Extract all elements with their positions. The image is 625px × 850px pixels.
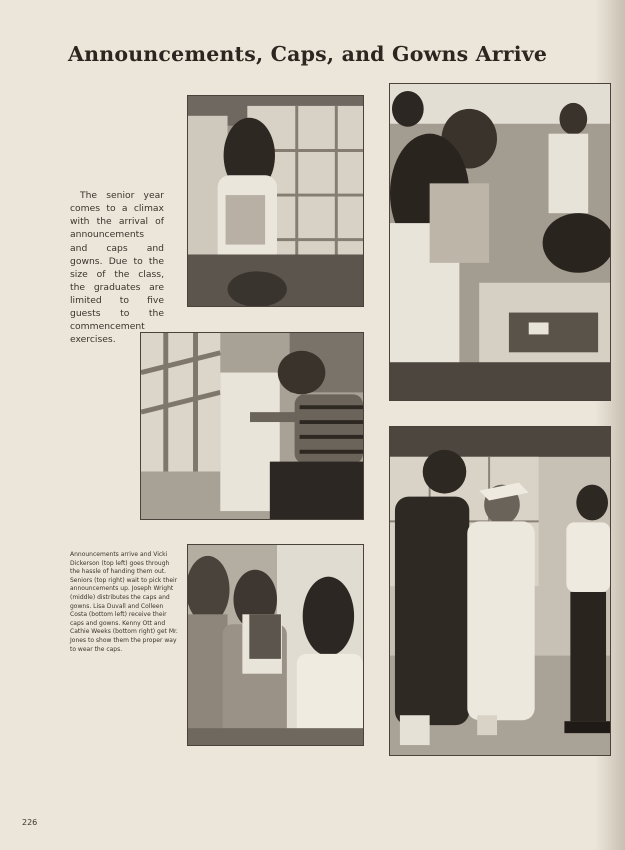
page-title: Announcements, Caps, and Gowns Arrive — [68, 42, 548, 66]
page-number: 226 — [22, 818, 38, 827]
photo-bottom-right — [389, 426, 611, 756]
photo-top-right — [389, 83, 611, 401]
photo-bottom-left — [187, 544, 364, 746]
photo-top-left — [187, 95, 364, 307]
photo-caption: Announcements arrive and Vicki Dickerson (top left) goes through the hassle of handing them out. Seniors (top right) wait to pick their announcements up. Joseph Wright (middle) distributes the caps and gowns. Lisa Duvall and Colleen Costa (bottom left) receive their caps and gowns. Kenny Ott and Cathie Weeks (bottom right) get Mr. Jones to show them the proper way to wear the caps. — [70, 551, 178, 653]
intro-paragraph: The senior year comes to a climax with the arrival of announcements and caps and gowns. Due to the size of the class, the graduates are limited to five guests to the commencement exercises. — [70, 190, 164, 346]
photo-middle — [140, 332, 364, 520]
